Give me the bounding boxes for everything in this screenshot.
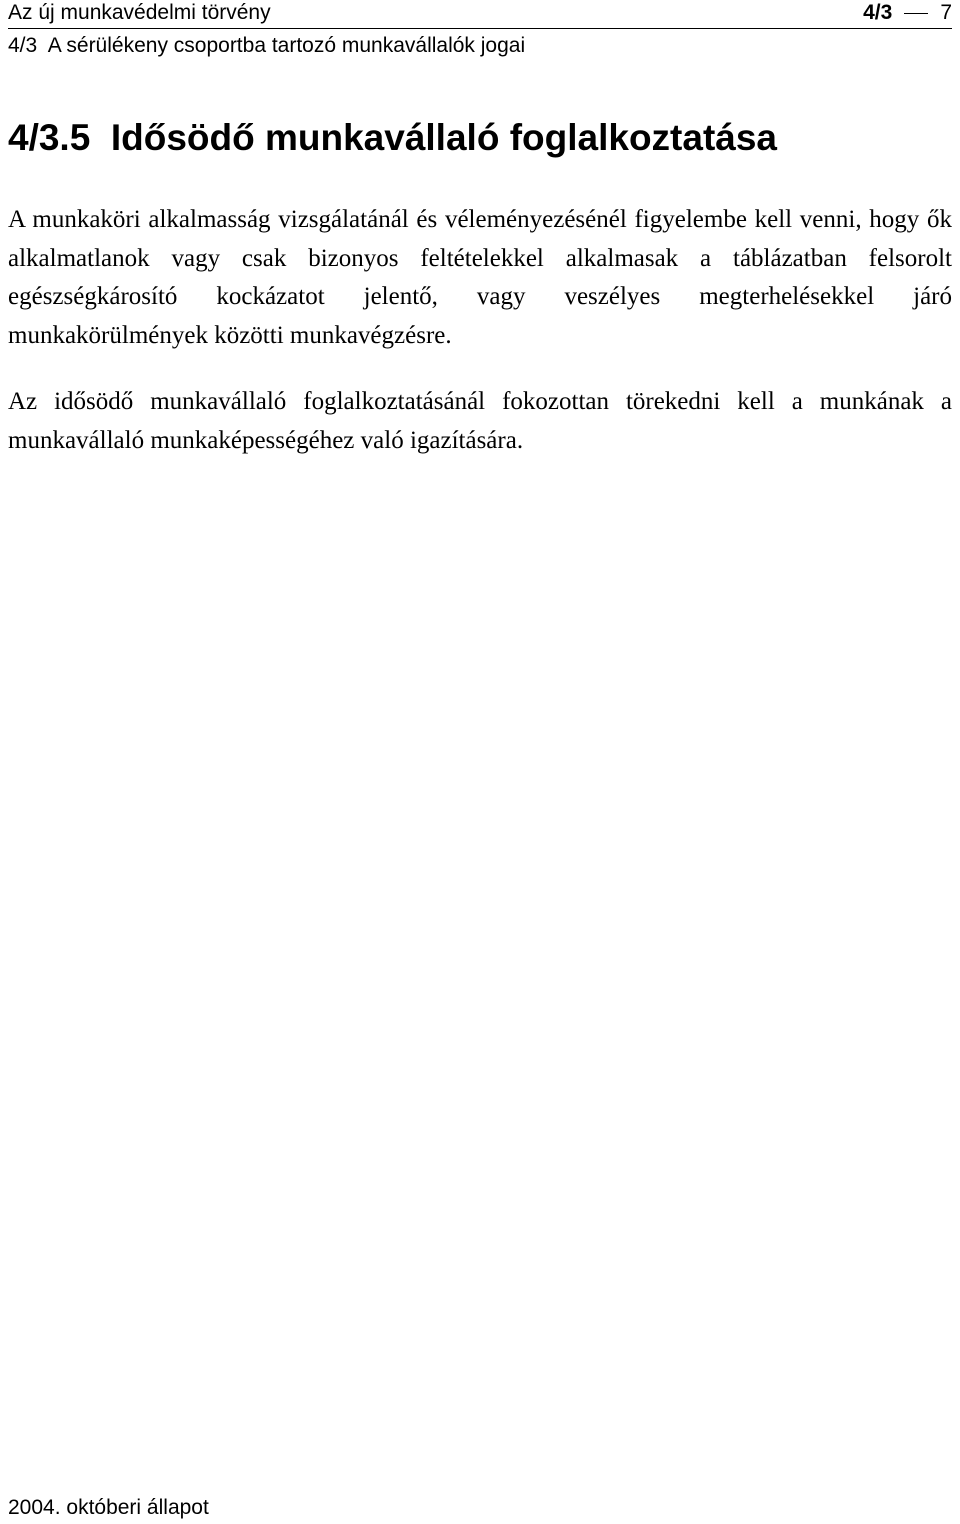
footer-status: 2004. októberi állapot: [8, 1496, 209, 1519]
page-number: 7: [940, 1, 952, 24]
header-dash: [904, 13, 928, 15]
body-paragraph: Az idősödő munkavállaló foglalkoztatásánál fokozottan törekedni kell a munkának a munkavállaló munkaképességéhez való igazítására.: [8, 388, 952, 454]
page-reference: [863, 0, 952, 26]
section-heading: 4/3.5 Idősödő munkavállaló foglalkoztatása: [8, 117, 777, 158]
chapter-subtitle: 4/3 A sérülékeny csoportba tartozó munkavállalók jogai: [8, 34, 526, 57]
section-number: 4/3: [863, 1, 893, 24]
document-title: Az új munkavédelmi törvény: [8, 1, 271, 24]
body-paragraph: A munkaköri alkalmasság vizsgálatánál és véleményezésénél figyelembe kell venni, hogy ők alkalmatlanok vagy csak bizonyos feltételekkel alkalmasak a táblázatban felsorolt egészségkárosító kockázatot jelentő, vagy veszélyes megterhelésekkel járó munkakörülmények közötti munkavégzésre.: [8, 206, 952, 349]
running-header: [8, 0, 952, 29]
